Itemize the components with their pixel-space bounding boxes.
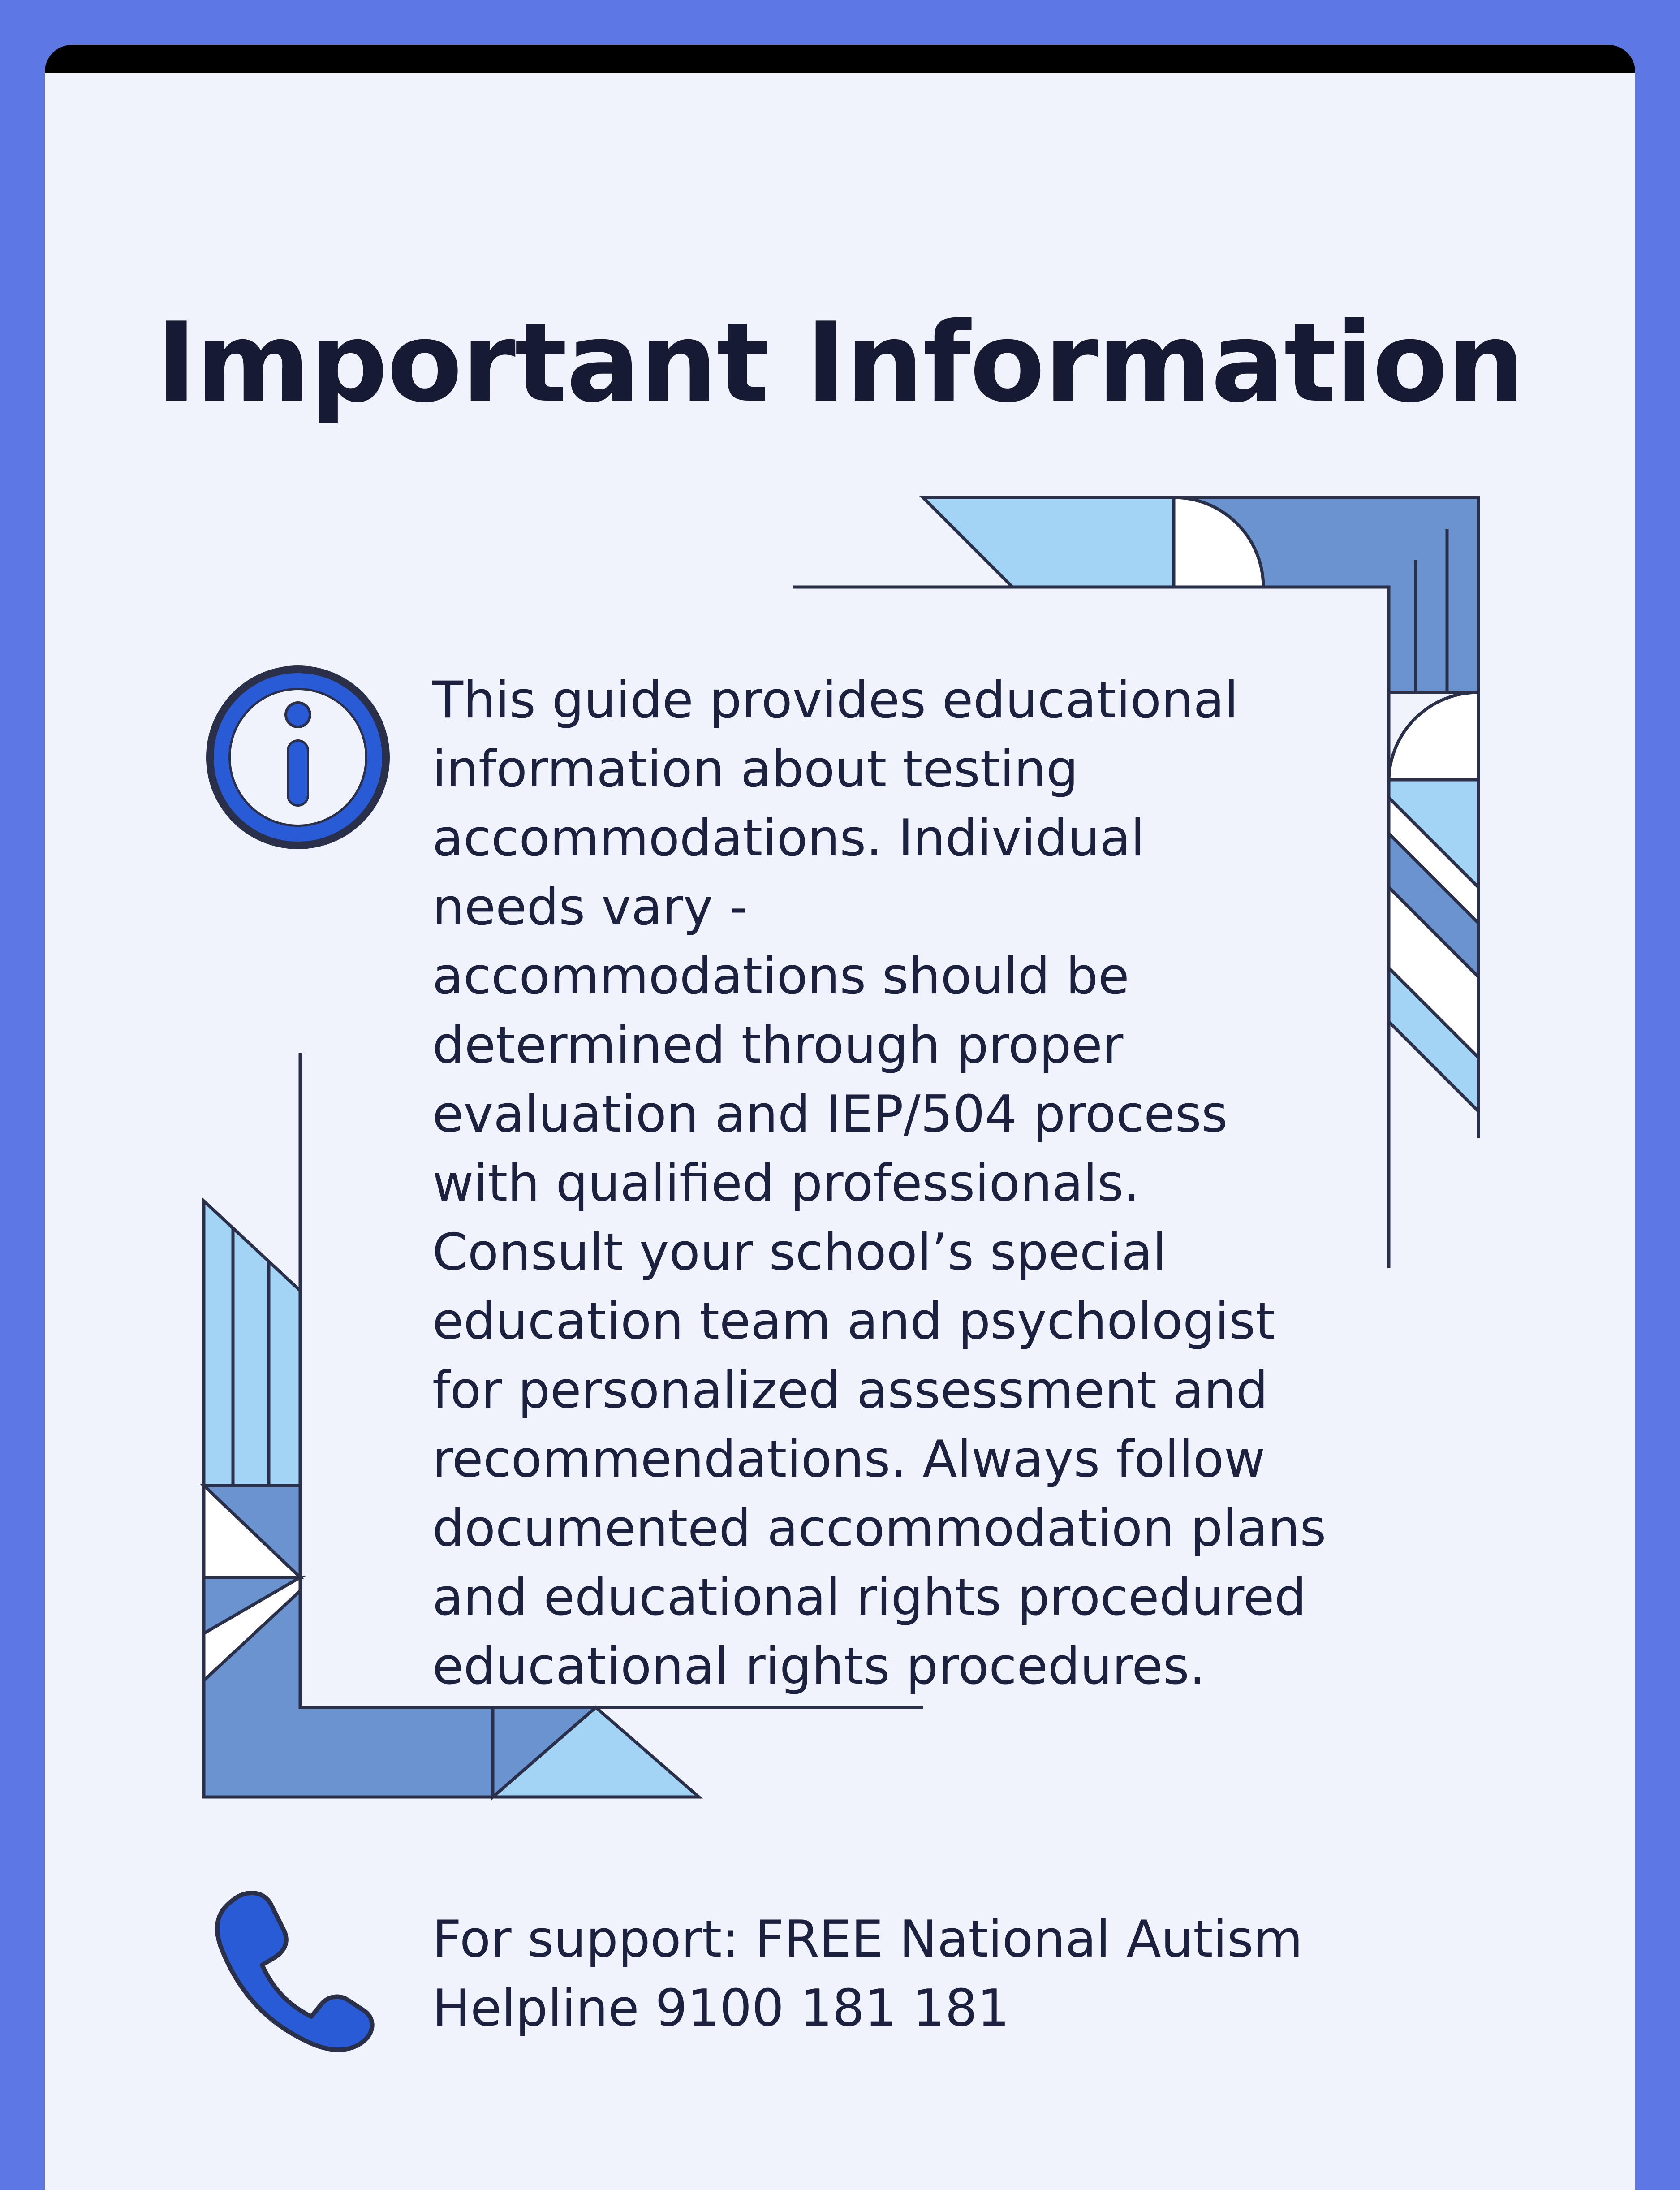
support-helpline-text: For support: FREE National Autism Helpline 9100 181 181: [432, 1909, 1303, 2038]
info-icon: [197, 657, 399, 858]
disclaimer-text: This guide provides educational information about testing accommodations. Individual needs vary - accommodations should be determined through proper evaluation and IEP/504 process with qualified professionals. Consult your school’s special education team and psychologist for personalized assessment and recommendations. Always follow documented accommodation plans and educational rights procedured educational rights procedures.: [432, 670, 1327, 1696]
phone-icon: [206, 1882, 376, 2052]
page-title: Important Information: [156, 299, 1524, 427]
info-card: [45, 45, 1635, 2190]
